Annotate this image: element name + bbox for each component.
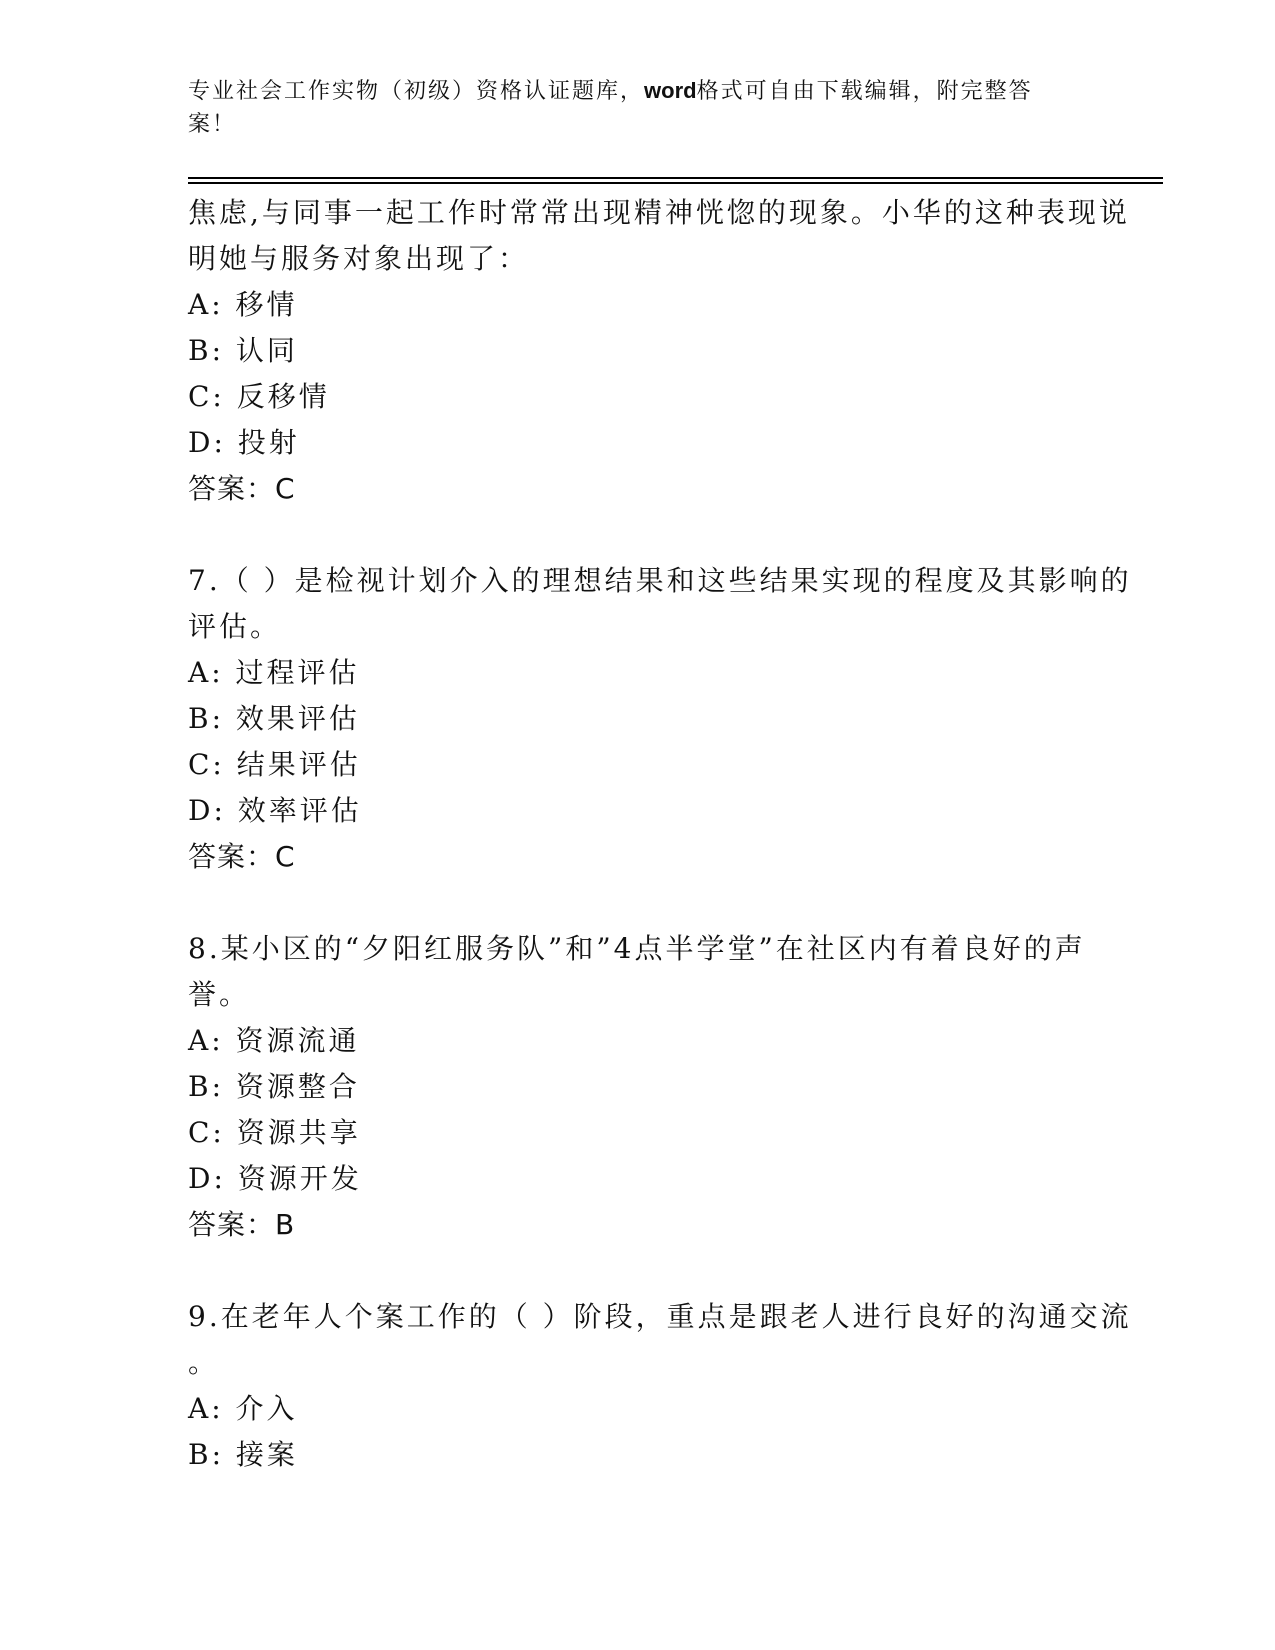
question-stem-line: 。 <box>188 1346 220 1379</box>
option-a: A: 介入 <box>188 1392 298 1425</box>
option-c: C: 结果评估 <box>188 748 361 781</box>
spacer <box>188 512 1088 558</box>
answer-line: 答案：C <box>188 840 296 873</box>
question-stem-line: 评估。 <box>188 610 282 643</box>
header-divider-bottom <box>188 182 1163 184</box>
answer-line: 答案：C <box>188 472 296 505</box>
header-line-2: 案！ <box>188 112 237 137</box>
option-b: B: 资源整合 <box>188 1070 360 1103</box>
question-stem-line: 焦虑,与同事一起工作时常常出现精神恍惚的现象。小华的这种表现说 <box>188 196 1130 229</box>
question-7 <box>188 558 1132 880</box>
question-stem-line: 8.某小区的“夕阳红服务队”和”4点半学堂”在社区内有着良好的声 <box>188 932 1086 965</box>
question-8 <box>188 926 1088 1248</box>
header-divider-top <box>188 177 1163 179</box>
question-stem-line: 9.在老年人个案工作的（ ）阶段，重点是跟老人进行良好的沟通交流 <box>188 1300 1132 1333</box>
question-6 <box>188 190 1130 512</box>
option-d: D: 投射 <box>188 426 300 459</box>
option-b: B: 效果评估 <box>188 702 360 735</box>
header-line-1: 专业社会工作实物（初级）资格认证题库，word格式可自由下载编辑，附完整答 <box>188 78 1033 104</box>
question-stem-line: 明她与服务对象出现了： <box>188 242 530 275</box>
question-9 <box>188 1294 1132 1478</box>
option-a: A: 移情 <box>188 288 298 321</box>
document-header <box>188 74 1078 141</box>
header-word-format: word <box>644 78 697 103</box>
option-d: D: 效率评估 <box>188 794 362 827</box>
option-c: C: 反移情 <box>188 380 330 413</box>
spacer <box>188 880 1088 926</box>
option-d: D: 资源开发 <box>188 1162 362 1195</box>
question-list <box>188 190 1132 1478</box>
option-c: C: 资源共享 <box>188 1116 361 1149</box>
option-b: B: 接案 <box>188 1438 298 1471</box>
spacer <box>188 1248 1088 1294</box>
option-a: A: 过程评估 <box>188 656 360 689</box>
question-stem-line: 誉。 <box>188 978 251 1011</box>
option-b: B: 认同 <box>188 334 298 367</box>
question-stem-line: 7.（ ）是检视计划介入的理想结果和这些结果实现的程度及其影响的 <box>188 564 1132 597</box>
answer-line: 答案：B <box>188 1208 296 1241</box>
option-a: A: 资源流通 <box>188 1024 360 1057</box>
